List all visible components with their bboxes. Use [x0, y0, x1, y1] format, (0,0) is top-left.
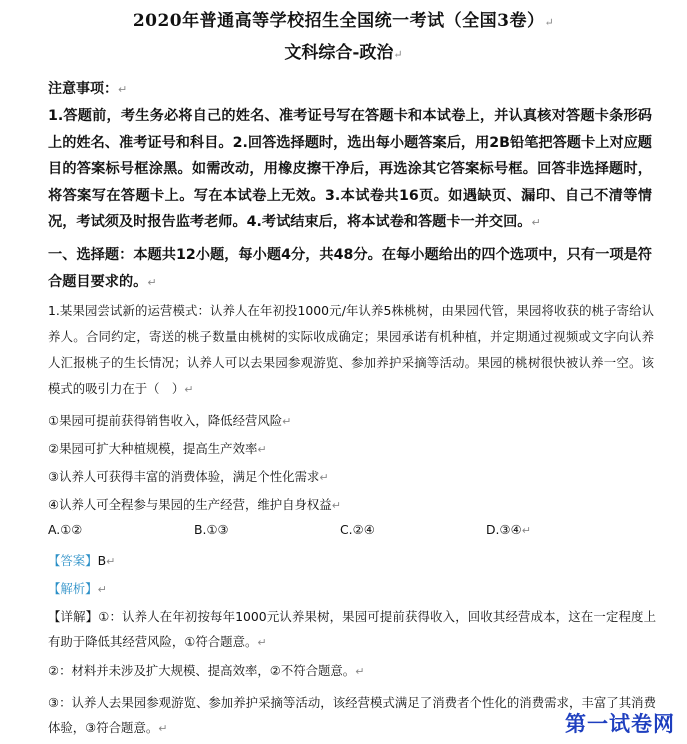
section-instruction: 一、选择题：本题共12小题，每小题4分，共48分。在每小题给出的四个选项中，只有一项是符合题目要求的。↵	[48, 247, 652, 290]
choice-c: C.②④	[340, 522, 375, 537]
question-stem: 1.某果园尝试新的运营模式：认养人在年初投1000元/年认养5株桃树，由果园代管，果园将收获的桃子寄给认养人。合同约定，寄送的桃子数量由桃树的实际收成确定；果园承诺有机种植，并定期通过视频或文字向认养人汇报桃子的生长情况；认养人可以去果园参观游览、参加养护采摘等活动。果园的桃树很快被认养一空。该模式的吸引力在于（ ）↵	[48, 303, 654, 396]
statement-4: ④认养人可全程参与果园的生产经营，维护自身权益↵	[48, 497, 341, 512]
notes-body: 1.答题前，考生务必将自己的姓名、准考证号写在答题卡和本试卷上，并认真核对答题卡条形码上的姓名、准考证号和科目。2.回答选择题时，选出每小题答案后，用2B铅笔把答题卡上对应题目的答案标号框涂黑。如需改动，用橡皮擦干净后，再选涂其它答案标号框。回答非选择题时，将答案写在答题卡上。写在本试卷上无效。3.本试卷共16页。如遇缺页、漏印、自己不清等情况，考试须及时报告监考老师。4.考试结束后，将本试卷和答题卡一并交回。↵	[48, 108, 652, 230]
detail-1: 【详解】①：认养人在年初按每年1000元认养果树，果园可提前获得收入，回收其经营成本，这在一定程度上有助于降低其经营风险，①符合题意。↵	[48, 609, 657, 649]
choice-b: B.①③	[194, 522, 229, 537]
answer-choices	[48, 522, 668, 544]
detail-label: 【详解】	[48, 609, 99, 624]
choice-a: A.①②	[48, 522, 83, 537]
exam-title: 2020年普通高等学校招生全国统一考试（全国3卷）↵	[132, 11, 555, 31]
site-watermark: 第一试卷网	[565, 712, 675, 736]
statement-2: ②果园可扩大种植规模，提高生产效率↵	[48, 441, 267, 456]
statement-3: ③认养人可获得丰富的消费体验，满足个性化需求↵	[48, 469, 329, 484]
exam-subtitle: 文科综合-政治↵	[284, 43, 403, 63]
detail-3: ③：认养人去果园参观游览、参加养护采摘等活动，该经营模式满足了消费者个性化的消费需求，丰富了其消费体验，③符合题意。↵	[48, 695, 656, 735]
answer-label: 【答案】	[48, 553, 98, 568]
statement-1: ①果园可提前获得销售收入，降低经营风险↵	[48, 413, 292, 428]
choice-d: D.③④↵	[486, 522, 531, 537]
answer-line: 【答案】B↵	[48, 553, 116, 568]
analysis-label: 【解析】	[48, 581, 98, 596]
analysis-line: 【解析】↵	[48, 581, 107, 596]
notes-heading: 注意事项：↵	[48, 81, 128, 97]
detail-2: ②：材料并未涉及扩大规模、提高效率，②不符合题意。↵	[48, 663, 365, 678]
answer-value: B	[97, 553, 107, 568]
